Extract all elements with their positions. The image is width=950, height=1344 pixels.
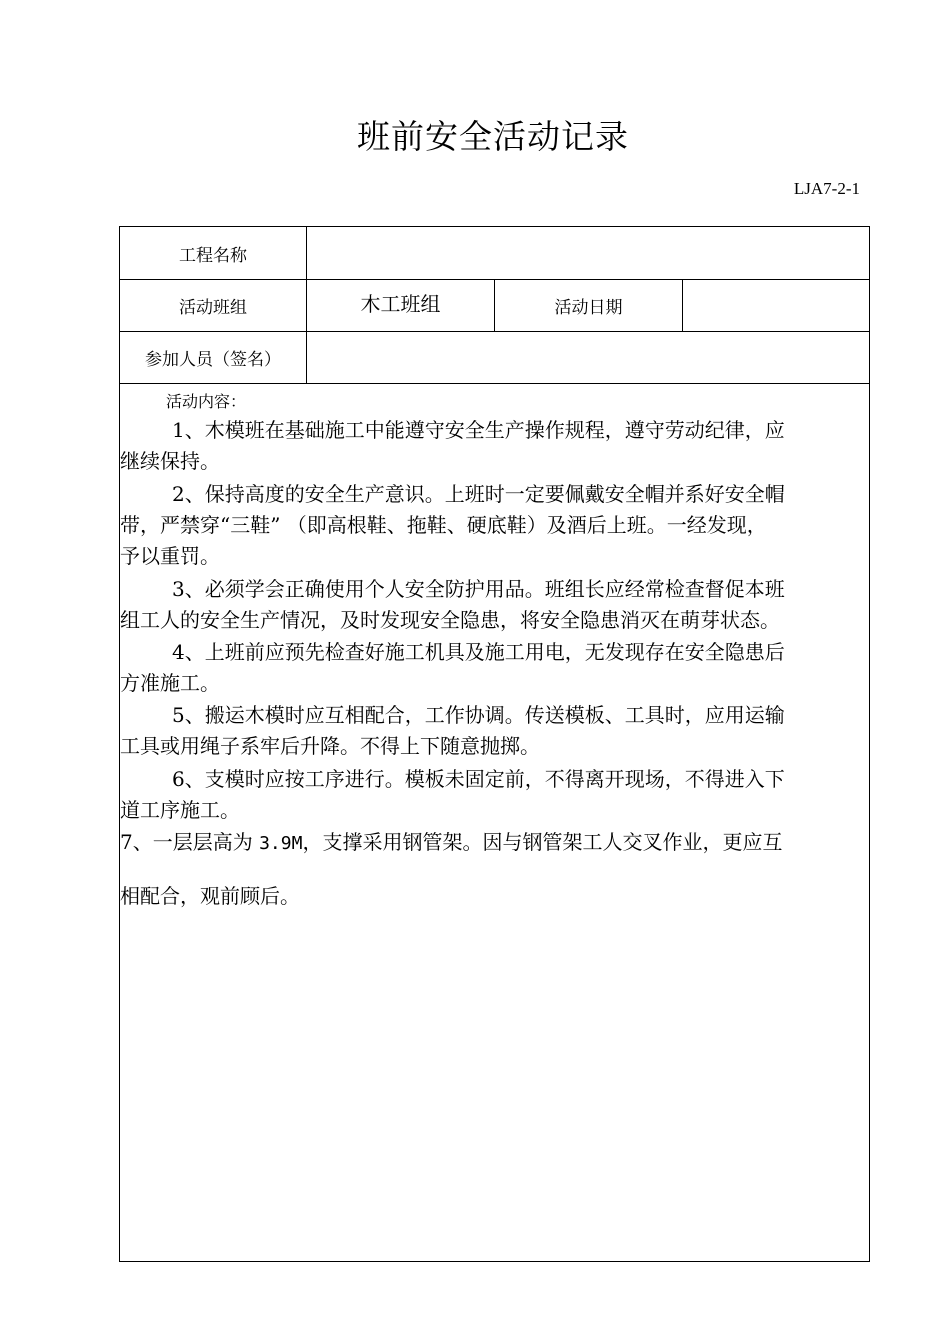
content-heading: 活动内容： xyxy=(166,392,247,411)
document-title: 班前安全活动记录 xyxy=(357,117,629,156)
content-item-2 xyxy=(120,479,869,572)
content-item-line: 方准施工。 xyxy=(120,671,220,695)
participants-row xyxy=(120,332,869,384)
document-code: LJA7-2-1 xyxy=(793,179,860,198)
content-item-line: 4、上班前应预先检查好施工机具及施工用电，无发现存在安全隐患后 xyxy=(172,640,785,664)
project-name-field[interactable] xyxy=(307,227,869,279)
item-7-height-value: 3.9M xyxy=(259,833,303,854)
project-name-row xyxy=(120,227,869,280)
record-form xyxy=(119,226,870,1262)
content-item-5 xyxy=(120,700,869,762)
content-item-line: 道工序施工。 xyxy=(120,798,240,822)
item-7-text-a: 7、一层层高为 xyxy=(120,830,260,854)
content-item-line: 带，严禁穿“三鞋” （即高根鞋、拖鞋、硬底鞋）及酒后上班。一经发现， xyxy=(120,513,767,537)
content-item-6 xyxy=(120,764,869,826)
content-item-3 xyxy=(120,574,869,636)
participants-field[interactable] xyxy=(307,332,869,383)
content-item-line: 予以重罚。 xyxy=(120,544,220,568)
content-item-line: 6、支模时应按工序进行。模板未固定前，不得离开现场，不得进入下 xyxy=(172,767,785,791)
content-item-line: 组工人的安全生产情况，及时发现安全隐患，将安全隐患消灭在萌芽状态。 xyxy=(120,608,780,632)
team-field[interactable]: 木工班组 xyxy=(307,280,495,331)
content-item-7 xyxy=(120,827,869,912)
content-item-1 xyxy=(120,415,869,477)
content-item-line: 相配合，观前顾后。 xyxy=(120,884,300,908)
content-item-line: 3、必须学会正确使用个人安全防护用品。班组长应经常检查督促本班 xyxy=(172,577,785,601)
team-label: 活动班组 xyxy=(120,280,307,331)
content-item-line: 2、保持高度的安全生产意识。上班时一定要佩戴安全帽并系好安全帽 xyxy=(172,482,785,506)
content-item-4 xyxy=(120,637,869,699)
content-item-line xyxy=(120,827,869,858)
item-7-text-c: ，支撑采用钢管架。因与钢管架工人交叉作业，更应互 xyxy=(302,830,783,854)
date-label: 活动日期 xyxy=(495,280,683,331)
content-item-line: 继续保持。 xyxy=(120,449,220,473)
content-item-line: 工具或用绳子系牢后升降。不得上下随意抛掷。 xyxy=(120,734,540,758)
content-item-line: 1、木模班在基础施工中能遵守安全生产操作规程，遵守劳动纪律，应 xyxy=(172,418,785,442)
project-name-label: 工程名称 xyxy=(120,227,307,279)
content-item-line: 5、搬运木模时应互相配合，工作协调。传送模板、工具时，应用运输 xyxy=(172,703,785,727)
team-date-row xyxy=(120,280,869,332)
participants-label: 参加人员（签名） xyxy=(120,332,307,383)
date-field[interactable] xyxy=(683,280,869,331)
